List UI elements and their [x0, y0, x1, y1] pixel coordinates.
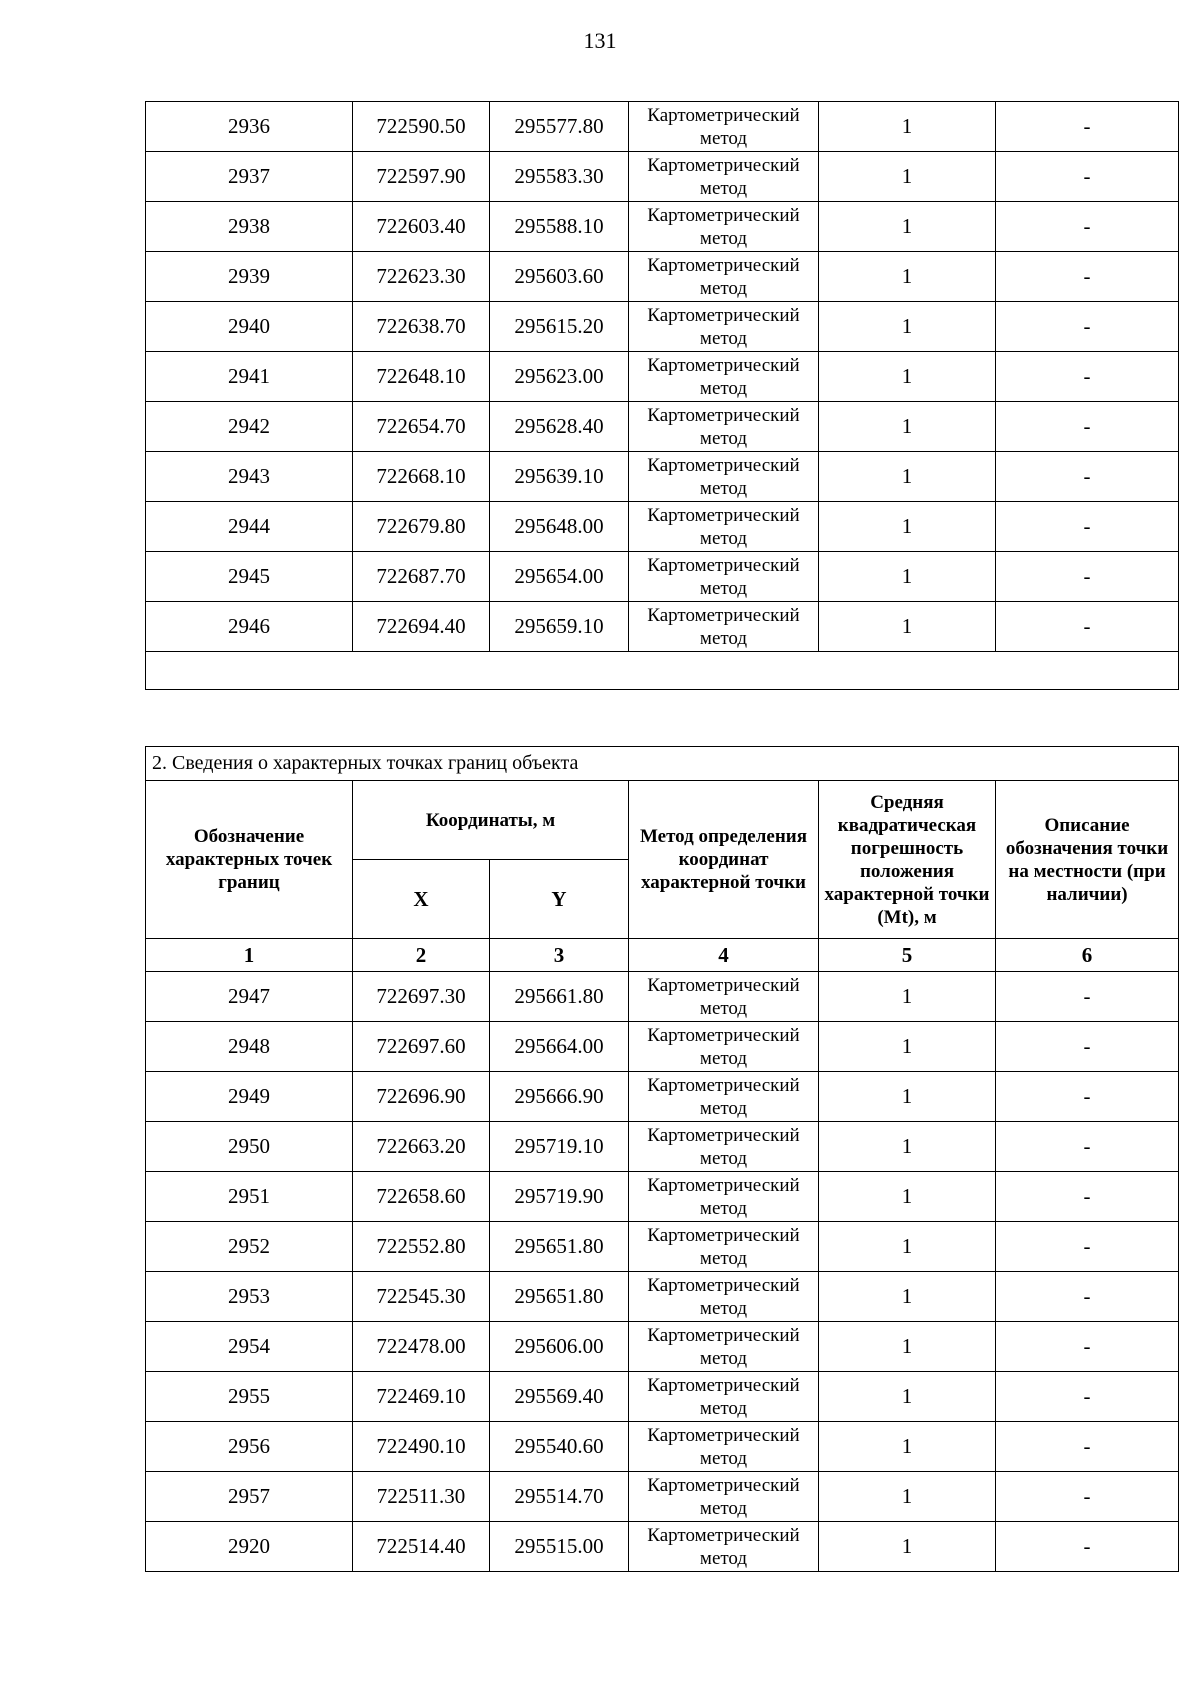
- coord-y-cell: 295603.60: [490, 252, 629, 302]
- coord-x-cell: 722694.40: [353, 602, 490, 652]
- coord-x-cell: 722511.30: [353, 1472, 490, 1522]
- coord-y-cell: 295664.00: [490, 1022, 629, 1072]
- method-cell: Картометрический метод: [629, 1372, 819, 1422]
- coord-x-cell: 722597.90: [353, 152, 490, 202]
- coord-x-cell: 722490.10: [353, 1422, 490, 1472]
- coord-y-cell: 295515.00: [490, 1522, 629, 1572]
- method-cell: Картометрический метод: [629, 972, 819, 1022]
- section-title: 2. Сведения о характерных точках границ объекта: [146, 747, 1179, 781]
- coord-y-cell: 295514.70: [490, 1472, 629, 1522]
- coord-x-cell: 722658.60: [353, 1172, 490, 1222]
- coord-x-cell: 722603.40: [353, 202, 490, 252]
- table-row: [146, 1222, 1179, 1272]
- header-x: X: [353, 860, 490, 939]
- point-id-cell: 2940: [146, 302, 353, 352]
- point-id-cell: 2950: [146, 1122, 353, 1172]
- point-id-cell: 2944: [146, 502, 353, 552]
- header-mean-error: Средняя квадратическая погрешность положения характерной точки (Mt), м: [819, 781, 996, 939]
- boundary-points-table: [145, 746, 1179, 1572]
- mean-error-cell: 1: [819, 972, 996, 1022]
- coord-x-cell: 722687.70: [353, 552, 490, 602]
- coord-x-cell: 722590.50: [353, 102, 490, 152]
- column-number: 3: [490, 939, 629, 972]
- header-point-designation: Обозначение характерных точек границ: [146, 781, 353, 939]
- method-cell: Картометрический метод: [629, 502, 819, 552]
- point-id-cell: 2952: [146, 1222, 353, 1272]
- mean-error-cell: 1: [819, 1122, 996, 1172]
- header-coordinates: Координаты, м: [353, 781, 629, 860]
- coord-x-cell: 722697.30: [353, 972, 490, 1022]
- coord-y-cell: 295719.10: [490, 1122, 629, 1172]
- method-cell: Картометрический метод: [629, 1072, 819, 1122]
- empty-cell: [146, 652, 1179, 690]
- description-cell: -: [996, 402, 1179, 452]
- bottom-table-body: [146, 972, 1179, 1572]
- method-cell: Картометрический метод: [629, 602, 819, 652]
- description-cell: -: [996, 1072, 1179, 1122]
- point-id-cell: 2955: [146, 1372, 353, 1422]
- point-id-cell: 2948: [146, 1022, 353, 1072]
- description-cell: -: [996, 1022, 1179, 1072]
- method-cell: Картометрический метод: [629, 202, 819, 252]
- table-row: [146, 202, 1179, 252]
- point-id-cell: 2954: [146, 1322, 353, 1372]
- point-id-cell: 2939: [146, 252, 353, 302]
- method-cell: Картометрический метод: [629, 1522, 819, 1572]
- method-cell: Картометрический метод: [629, 352, 819, 402]
- column-number: 5: [819, 939, 996, 972]
- point-id-cell: 2920: [146, 1522, 353, 1572]
- coord-y-cell: 295654.00: [490, 552, 629, 602]
- header-method: Метод определения координат характерной точки: [629, 781, 819, 939]
- header-description: Описание обозначения точки на местности (при наличии): [996, 781, 1179, 939]
- coord-x-cell: 722668.10: [353, 452, 490, 502]
- mean-error-cell: 1: [819, 352, 996, 402]
- description-cell: -: [996, 1172, 1179, 1222]
- table-row: [146, 102, 1179, 152]
- method-cell: Картометрический метод: [629, 1422, 819, 1472]
- description-cell: -: [996, 152, 1179, 202]
- description-cell: -: [996, 1322, 1179, 1372]
- coord-x-cell: 722545.30: [353, 1272, 490, 1322]
- mean-error-cell: 1: [819, 1222, 996, 1272]
- table-row: [146, 1322, 1179, 1372]
- point-id-cell: 2941: [146, 352, 353, 402]
- coord-y-cell: 295666.90: [490, 1072, 629, 1122]
- column-number: 4: [629, 939, 819, 972]
- description-cell: -: [996, 602, 1179, 652]
- method-cell: Картометрический метод: [629, 1172, 819, 1222]
- mean-error-cell: 1: [819, 1172, 996, 1222]
- description-cell: -: [996, 352, 1179, 402]
- coord-x-cell: 722469.10: [353, 1372, 490, 1422]
- coord-x-cell: 722696.90: [353, 1072, 490, 1122]
- method-cell: Картометрический метод: [629, 1272, 819, 1322]
- coord-x-cell: 722552.80: [353, 1222, 490, 1272]
- method-cell: Картометрический метод: [629, 252, 819, 302]
- point-id-cell: 2936: [146, 102, 353, 152]
- method-cell: Картометрический метод: [629, 452, 819, 502]
- column-number: 6: [996, 939, 1179, 972]
- mean-error-cell: 1: [819, 552, 996, 602]
- mean-error-cell: 1: [819, 1272, 996, 1322]
- coord-x-cell: 722514.40: [353, 1522, 490, 1572]
- method-cell: Картометрический метод: [629, 302, 819, 352]
- description-cell: -: [996, 102, 1179, 152]
- table-row: [146, 452, 1179, 502]
- mean-error-cell: 1: [819, 1022, 996, 1072]
- method-cell: Картометрический метод: [629, 1322, 819, 1372]
- table-row: [146, 602, 1179, 652]
- table-row: [146, 302, 1179, 352]
- point-id-cell: 2957: [146, 1472, 353, 1522]
- description-cell: -: [996, 502, 1179, 552]
- description-cell: -: [996, 202, 1179, 252]
- coord-y-cell: 295651.80: [490, 1272, 629, 1322]
- coord-y-cell: 295623.00: [490, 352, 629, 402]
- mean-error-cell: 1: [819, 1072, 996, 1122]
- point-id-cell: 2956: [146, 1422, 353, 1472]
- point-id-cell: 2945: [146, 552, 353, 602]
- mean-error-cell: 1: [819, 202, 996, 252]
- method-cell: Картометрический метод: [629, 1222, 819, 1272]
- method-cell: Картометрический метод: [629, 1122, 819, 1172]
- point-id-cell: 2953: [146, 1272, 353, 1322]
- coord-y-cell: 295606.00: [490, 1322, 629, 1372]
- mean-error-cell: 1: [819, 1322, 996, 1372]
- mean-error-cell: 1: [819, 152, 996, 202]
- point-id-cell: 2942: [146, 402, 353, 452]
- header-y: Y: [490, 860, 629, 939]
- coord-x-cell: 722663.20: [353, 1122, 490, 1172]
- coordinates-table-continued: [145, 101, 1179, 690]
- point-id-cell: 2937: [146, 152, 353, 202]
- table-row: [146, 152, 1179, 202]
- top-table-body: [146, 102, 1179, 690]
- coord-y-cell: 295639.10: [490, 452, 629, 502]
- point-id-cell: 2946: [146, 602, 353, 652]
- column-number: 2: [353, 939, 490, 972]
- coord-x-cell: 722654.70: [353, 402, 490, 452]
- column-number: 1: [146, 939, 353, 972]
- mean-error-cell: 1: [819, 1522, 996, 1572]
- mean-error-cell: 1: [819, 502, 996, 552]
- coord-y-cell: 295577.80: [490, 102, 629, 152]
- coord-y-cell: 295628.40: [490, 402, 629, 452]
- mean-error-cell: 1: [819, 602, 996, 652]
- description-cell: -: [996, 1272, 1179, 1322]
- coord-y-cell: 295615.20: [490, 302, 629, 352]
- method-cell: Картометрический метод: [629, 1022, 819, 1072]
- description-cell: -: [996, 452, 1179, 502]
- point-id-cell: 2943: [146, 452, 353, 502]
- table-row: [146, 552, 1179, 602]
- description-cell: -: [996, 1522, 1179, 1572]
- description-cell: -: [996, 1122, 1179, 1172]
- method-cell: Картометрический метод: [629, 152, 819, 202]
- point-id-cell: 2949: [146, 1072, 353, 1122]
- mean-error-cell: 1: [819, 302, 996, 352]
- coord-y-cell: 295719.90: [490, 1172, 629, 1222]
- table-row: [146, 972, 1179, 1022]
- coord-y-cell: 295659.10: [490, 602, 629, 652]
- empty-row: [146, 652, 1179, 690]
- table-row: [146, 1422, 1179, 1472]
- table-row: [146, 1172, 1179, 1222]
- coord-y-cell: 295583.30: [490, 152, 629, 202]
- coord-y-cell: 295569.40: [490, 1372, 629, 1422]
- table-row: [146, 1022, 1179, 1072]
- coord-x-cell: 722648.10: [353, 352, 490, 402]
- mean-error-cell: 1: [819, 252, 996, 302]
- table-row: [146, 1072, 1179, 1122]
- table-row: [146, 1522, 1179, 1572]
- table-row: [146, 1372, 1179, 1422]
- coord-x-cell: 722697.60: [353, 1022, 490, 1072]
- method-cell: Картометрический метод: [629, 1472, 819, 1522]
- coord-y-cell: 295651.80: [490, 1222, 629, 1272]
- description-cell: -: [996, 1222, 1179, 1272]
- description-cell: -: [996, 552, 1179, 602]
- description-cell: -: [996, 1422, 1179, 1472]
- table-row: [146, 402, 1179, 452]
- method-cell: Картометрический метод: [629, 102, 819, 152]
- coord-x-cell: 722478.00: [353, 1322, 490, 1372]
- description-cell: -: [996, 972, 1179, 1022]
- mean-error-cell: 1: [819, 402, 996, 452]
- page-number: 131: [583, 28, 617, 53]
- table-row: [146, 1472, 1179, 1522]
- mean-error-cell: 1: [819, 1472, 996, 1522]
- mean-error-cell: 1: [819, 452, 996, 502]
- coord-y-cell: 295661.80: [490, 972, 629, 1022]
- method-cell: Картометрический метод: [629, 402, 819, 452]
- mean-error-cell: 1: [819, 1422, 996, 1472]
- table-row: [146, 1122, 1179, 1172]
- coord-y-cell: 295540.60: [490, 1422, 629, 1472]
- description-cell: -: [996, 1372, 1179, 1422]
- coord-x-cell: 722679.80: [353, 502, 490, 552]
- point-id-cell: 2951: [146, 1172, 353, 1222]
- description-cell: -: [996, 302, 1179, 352]
- coord-x-cell: 722638.70: [353, 302, 490, 352]
- point-id-cell: 2947: [146, 972, 353, 1022]
- coord-y-cell: 295588.10: [490, 202, 629, 252]
- table-row: [146, 352, 1179, 402]
- table-row: [146, 1272, 1179, 1322]
- coord-x-cell: 722623.30: [353, 252, 490, 302]
- description-cell: -: [996, 1472, 1179, 1522]
- coord-y-cell: 295648.00: [490, 502, 629, 552]
- table-row: [146, 502, 1179, 552]
- mean-error-cell: 1: [819, 102, 996, 152]
- point-id-cell: 2938: [146, 202, 353, 252]
- method-cell: Картометрический метод: [629, 552, 819, 602]
- mean-error-cell: 1: [819, 1372, 996, 1422]
- description-cell: -: [996, 252, 1179, 302]
- table-row: [146, 252, 1179, 302]
